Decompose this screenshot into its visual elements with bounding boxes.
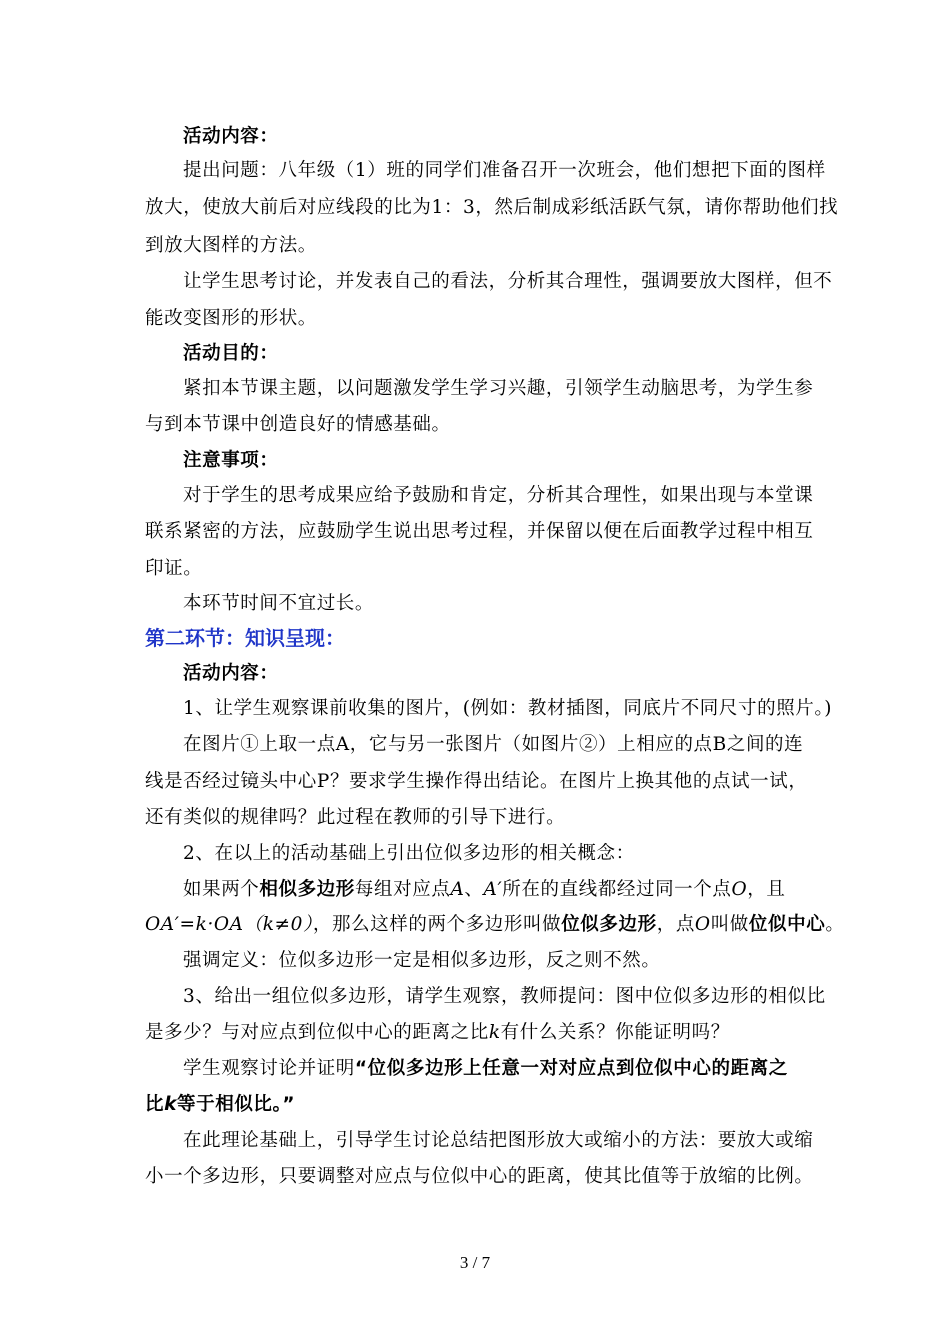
paragraph-line: 紧扣本节课主题，以问题激发学生学习兴趣，引领学生动脑思考，为学生参 xyxy=(183,378,814,399)
text-span: ，那么这样的两个多边形叫做 xyxy=(312,914,562,935)
theorem-quote: “位似多边形上任意一对对应点到位似中心的距离之 xyxy=(354,1058,788,1079)
term-homothetic-polygon: 位似多边形 xyxy=(561,914,657,935)
paragraph-line: 能改变图形的形状。 xyxy=(145,308,317,329)
section-heading: 第二环节：知识呈现： xyxy=(145,626,345,650)
paragraph-line: 与到本节课中创造良好的情感基础。 xyxy=(145,414,451,435)
theorem-quote-end xyxy=(145,1093,810,1117)
math-var: A xyxy=(450,879,465,900)
definition-line-1 xyxy=(183,878,810,902)
heading-activity-goal: 活动目的： xyxy=(183,343,279,364)
text-span: 叫做 xyxy=(710,914,749,935)
paragraph-line: 在此理论基础上，引导学生讨论总结把图形放大或缩小的方法：要放大或缩 xyxy=(183,1130,814,1151)
text-span: 、 xyxy=(464,879,484,900)
page-number xyxy=(0,1253,950,1273)
text-span: 学生观察讨论并证明 xyxy=(183,1058,355,1079)
paragraph-line: 还有类似的规律吗？此过程在教师的引导下进行。 xyxy=(145,807,566,828)
paragraph-line: 放大，使放大前后对应线段的比为1：3，然后制成彩纸活跃气氛，请你帮助他们找 xyxy=(145,197,839,218)
math-var: k xyxy=(488,1022,501,1043)
text-span: ，点 xyxy=(656,914,695,935)
text-span: 有什么关系？你能证明吗？ xyxy=(500,1022,730,1043)
text-span: 比 xyxy=(145,1094,165,1115)
math-var: k xyxy=(164,1094,178,1115)
math-formula: OA′=k·OA（k≠0） xyxy=(145,914,313,935)
text-span: 每组对应点 xyxy=(354,879,451,900)
paragraph-line: 强调定义：位似多边形一定是相似多边形，反之则不然。 xyxy=(183,950,661,971)
paragraph-line: 提出问题：八年级（1）班的同学们准备召开一次班会，他们想把下面的图样 xyxy=(183,160,826,181)
text-span: 如果两个 xyxy=(183,879,260,900)
paragraph-line: 2、在以上的活动基础上引出位似多边形的相关概念： xyxy=(183,843,635,864)
paragraph-line: 印证。 xyxy=(145,558,203,579)
text-span: 。 xyxy=(825,914,845,935)
definition-line-2 xyxy=(145,913,845,937)
paragraph-line xyxy=(145,1021,810,1045)
paragraph-line: 在图片①上取一点A，它与另一张图片（如图片②）上相应的点B之间的连 xyxy=(183,734,804,755)
paragraph-line: 对于学生的思考成果应给予鼓励和肯定，分析其合理性，如果出现与本堂课 xyxy=(183,485,814,506)
paragraph-line: 联系紧密的方法，应鼓励学生说出思考过程，并保留以便在后面教学过程中相互 xyxy=(145,521,814,542)
total-pages: 7 xyxy=(481,1253,491,1272)
text-span: 是多少？与对应点到位似中心的距离之比 xyxy=(145,1022,489,1043)
text-span: ，且 xyxy=(747,879,786,900)
current-page: 3 xyxy=(459,1253,469,1272)
text-span: 等于相似比。” xyxy=(177,1094,296,1115)
paragraph-line: 小一个多边形，只要调整对应点与位似中心的距离，使其比值等于放缩的比例。 xyxy=(145,1166,814,1187)
term-homothetic-center: 位似中心 xyxy=(748,914,826,935)
paragraph-line: 本环节时间不宜过长。 xyxy=(183,593,375,614)
math-var: A′ xyxy=(483,879,503,900)
paragraph-line: 1、让学生观察课前收集的图片，(例如：教材插图，同底片不同尺寸的照片。) xyxy=(183,698,833,719)
paragraph-line: 3、给出一组位似多边形，请学生观察，教师提问：图中位似多边形的相似比 xyxy=(183,986,826,1007)
paragraph-line: 到放大图样的方法。 xyxy=(145,235,317,256)
page-separator: / xyxy=(472,1253,478,1272)
heading-notes: 注意事项： xyxy=(183,450,279,471)
heading-activity-content: 活动内容： xyxy=(183,126,279,147)
heading-activity-content-2: 活动内容： xyxy=(183,663,279,684)
text-span: 所在的直线都经过同一个点 xyxy=(502,879,732,900)
math-var: O xyxy=(694,914,711,935)
term-similar-polygon: 相似多边形 xyxy=(259,879,355,900)
math-var: O xyxy=(731,879,748,900)
paragraph-line: 让学生思考讨论，并发表自己的看法，分析其合理性，强调要放大图样，但不 xyxy=(183,271,833,292)
paragraph-line xyxy=(183,1057,810,1081)
paragraph-line: 线是否经过镜头中心P？要求学生操作得出结论。在图片上换其他的点试一试， xyxy=(145,771,808,792)
